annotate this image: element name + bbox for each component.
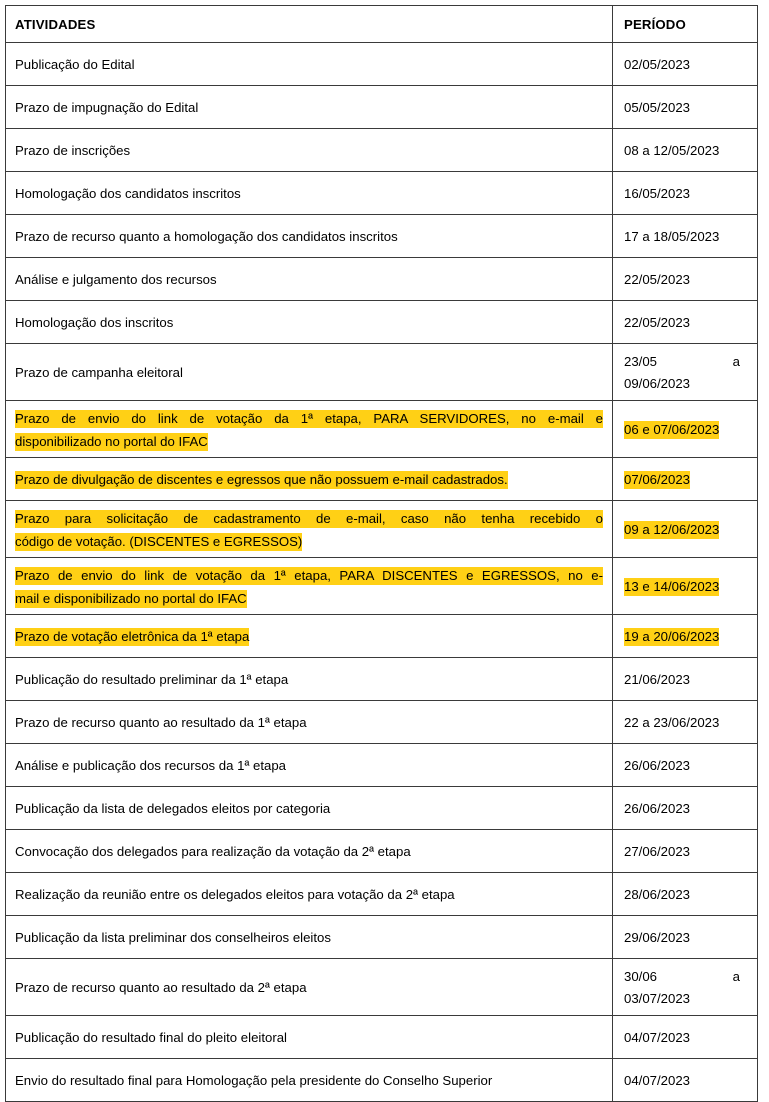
- highlight-mark: disponibilizado no portal do IFAC: [15, 433, 208, 449]
- highlight-mark: 06 e 07/06/2023: [624, 421, 720, 437]
- period-text: 17 a 18/05/2023: [624, 228, 720, 244]
- activity-cell: [6, 301, 613, 344]
- period-cell: [613, 458, 758, 501]
- period-text: [613, 469, 757, 490]
- period-text: 26/06/2023: [624, 800, 691, 816]
- highlight-mark: Prazo de envio do link de votação da 1ª etapa, PARA SERVIDORES, no e-mail e: [15, 410, 603, 426]
- activity-text: Homologação dos inscritos: [15, 314, 174, 330]
- table-row: [6, 344, 758, 401]
- table-row: [6, 615, 758, 658]
- table-row: [6, 1016, 758, 1059]
- activity-cell: [6, 615, 613, 658]
- table-row: [6, 458, 758, 501]
- period-text: [613, 419, 757, 440]
- period-text: [613, 519, 757, 540]
- period-line-2: 09/06/2023: [624, 375, 691, 391]
- period-cell: [613, 701, 758, 744]
- activity-text: Prazo de impugnação do Edital: [15, 99, 199, 115]
- period-cell: [613, 1059, 758, 1102]
- period-text: 04/07/2023: [624, 1029, 691, 1045]
- activity-text: Prazo de recurso quanto ao resultado da 2ª etapa: [15, 979, 307, 995]
- table-header: [6, 6, 758, 43]
- period-cell: [613, 501, 758, 558]
- activity-line-1: [15, 407, 603, 430]
- activity-cell: [6, 86, 613, 129]
- activity-text: Prazo de campanha eleitoral: [15, 364, 183, 380]
- activity-cell: [6, 701, 613, 744]
- table-row: [6, 86, 758, 129]
- activity-cell: [6, 172, 613, 215]
- period-cell: [613, 1016, 758, 1059]
- period-text: 05/05/2023: [624, 99, 691, 115]
- highlight-mark: Prazo de divulgação de discentes e egressos que não possuem e-mail cadastrados.: [15, 471, 508, 487]
- table-row: [6, 744, 758, 787]
- activity-cell: [6, 344, 613, 401]
- period-start: 30/06: [624, 968, 658, 984]
- period-text: 02/05/2023: [624, 56, 691, 72]
- table-row: [6, 215, 758, 258]
- highlight-mark: 19 a 20/06/2023: [624, 628, 720, 644]
- activity-cell: [6, 129, 613, 172]
- activity-cell: [6, 916, 613, 959]
- highlight-mark: código de votação. (DISCENTES e EGRESSOS): [15, 533, 303, 549]
- period-text: 26/06/2023: [624, 757, 691, 773]
- activity-cell: [6, 830, 613, 873]
- activity-cell: [6, 1059, 613, 1102]
- period-cell: [613, 344, 758, 401]
- period-line-1: [624, 351, 740, 373]
- table-row: [6, 916, 758, 959]
- activity-cell: [6, 43, 613, 86]
- period-cell: [613, 558, 758, 615]
- table-row: [6, 258, 758, 301]
- activity-text: Realização da reunião entre os delegados eleitos para votação da 2ª etapa: [15, 886, 455, 902]
- activity-text: [6, 469, 612, 490]
- highlight-mark: Prazo de envio do link de votação da 1ª etapa, PARA DISCENTES e EGRESSOS, no e-: [15, 567, 603, 583]
- activity-line-1: [15, 507, 603, 530]
- period-cell: [613, 129, 758, 172]
- activity-text: Análise e publicação dos recursos da 1ª etapa: [15, 757, 287, 773]
- period-cell: [613, 744, 758, 787]
- period-cell: [613, 172, 758, 215]
- activity-cell: [6, 401, 613, 458]
- activity-text: [6, 626, 612, 647]
- period-line-1: [624, 966, 740, 988]
- activity-cell: [6, 458, 613, 501]
- period-conjunction: a: [732, 968, 740, 984]
- activity-line-2: [15, 430, 603, 453]
- table-row: [6, 43, 758, 86]
- table-row: [6, 658, 758, 701]
- highlight-mark: Prazo de votação eletrônica da 1ª etapa: [15, 628, 250, 644]
- activity-text: Convocação dos delegados para realização da votação da 2ª etapa: [15, 843, 411, 859]
- activity-text: Homologação dos candidatos inscritos: [15, 185, 241, 201]
- activity-text: [6, 563, 612, 610]
- period-cell: [613, 959, 758, 1016]
- activity-cell: [6, 1016, 613, 1059]
- period-cell: [613, 86, 758, 129]
- activity-text: Prazo de recurso quanto a homologação dos candidatos inscritos: [15, 228, 398, 244]
- period-cell: [613, 916, 758, 959]
- table-row: [6, 172, 758, 215]
- period-conjunction: a: [732, 353, 740, 369]
- highlight-mark: Prazo para solicitação de cadastramento de e-mail, caso não tenha recebido o: [15, 510, 603, 526]
- period-line-2: 03/07/2023: [624, 990, 691, 1006]
- activity-text: Publicação do resultado preliminar da 1ª etapa: [15, 671, 289, 687]
- header-row: [6, 6, 758, 43]
- column-header-period: [613, 6, 758, 43]
- table-row: [6, 558, 758, 615]
- period-text: 08 a 12/05/2023: [624, 142, 720, 158]
- table-row: [6, 401, 758, 458]
- table-row: [6, 873, 758, 916]
- period-cell: [613, 258, 758, 301]
- activity-line-1: [15, 564, 603, 587]
- period-cell: [613, 215, 758, 258]
- period-cell: [613, 301, 758, 344]
- period-text: 16/05/2023: [624, 185, 691, 201]
- period-cell: [613, 787, 758, 830]
- activity-text: Publicação do resultado final do pleito eleitoral: [15, 1029, 287, 1045]
- period-cell: [613, 43, 758, 86]
- table-body: [6, 43, 758, 1102]
- activity-text: [6, 506, 612, 553]
- highlight-mark: 09 a 12/06/2023: [624, 521, 720, 537]
- activity-text: Envio do resultado final para Homologação pela presidente do Conselho Superior: [15, 1072, 493, 1088]
- activity-text: Análise e julgamento dos recursos: [15, 271, 217, 287]
- table-row: [6, 129, 758, 172]
- period-cell: [613, 658, 758, 701]
- period-text: 29/06/2023: [624, 929, 691, 945]
- period-text: 28/06/2023: [624, 886, 691, 902]
- period-text: 22/05/2023: [624, 271, 691, 287]
- table-row: [6, 959, 758, 1016]
- activity-cell: [6, 215, 613, 258]
- activity-text: [6, 406, 612, 453]
- activity-text: Prazo de recurso quanto ao resultado da 1ª etapa: [15, 714, 307, 730]
- column-header-period-label: PERÍODO: [624, 16, 686, 32]
- table-row: [6, 701, 758, 744]
- highlight-mark: 07/06/2023: [624, 471, 691, 487]
- activity-text: Publicação da lista preliminar dos conselheiros eleitos: [15, 929, 331, 945]
- period-text: 04/07/2023: [624, 1072, 691, 1088]
- table-row: [6, 830, 758, 873]
- period-start: 23/05: [624, 353, 658, 369]
- period-text: 27/06/2023: [624, 843, 691, 859]
- activity-cell: [6, 787, 613, 830]
- table-row: [6, 787, 758, 830]
- column-header-activities-label: ATIVIDADES: [15, 16, 96, 32]
- activity-text: Publicação do Edital: [15, 56, 135, 72]
- period-text: 21/06/2023: [624, 671, 691, 687]
- activity-text: Publicação da lista de delegados eleitos por categoria: [15, 800, 331, 816]
- schedule-table: [5, 5, 758, 1102]
- activity-cell: [6, 744, 613, 787]
- activity-cell: [6, 258, 613, 301]
- column-header-activities: [6, 6, 613, 43]
- period-cell: [613, 830, 758, 873]
- table-row: [6, 501, 758, 558]
- table-row: [6, 301, 758, 344]
- period-text: [613, 350, 757, 395]
- period-text: 22 a 23/06/2023: [624, 714, 720, 730]
- activity-cell: [6, 873, 613, 916]
- highlight-mark: 13 e 14/06/2023: [624, 578, 720, 594]
- activity-line-2: [15, 530, 603, 553]
- activity-cell: [6, 658, 613, 701]
- period-cell: [613, 401, 758, 458]
- activity-cell: [6, 501, 613, 558]
- period-cell: [613, 615, 758, 658]
- activity-text: Prazo de inscrições: [15, 142, 131, 158]
- activity-line-2: [15, 587, 603, 610]
- highlight-mark: mail e disponibilizado no portal do IFAC: [15, 590, 247, 606]
- table-row: [6, 1059, 758, 1102]
- period-text: [613, 626, 757, 647]
- activity-cell: [6, 959, 613, 1016]
- period-text: [613, 965, 757, 1010]
- period-text: 22/05/2023: [624, 314, 691, 330]
- activity-cell: [6, 558, 613, 615]
- period-cell: [613, 873, 758, 916]
- period-text: [613, 576, 757, 597]
